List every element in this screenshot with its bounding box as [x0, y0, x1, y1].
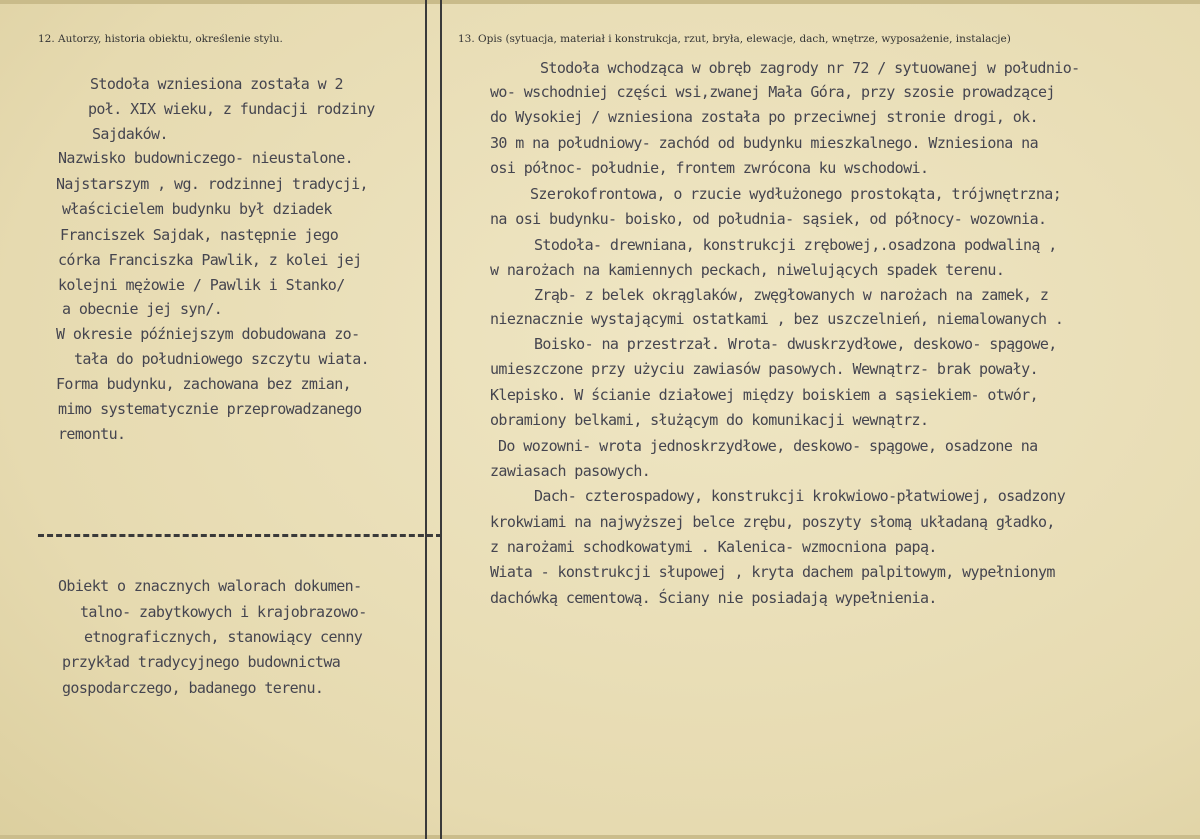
text-line: Dach- czterospadowy, konstrukcji krokwiowo-płatwiowej, osadzony: [534, 487, 1066, 505]
text-line: talno- zabytkowych i krajobrazowo-: [80, 603, 367, 621]
text-line: krokwiami na najwyższej belce zrębu, poszyty słomą układaną gładko,: [490, 513, 1055, 531]
text-line: Franciszek Sajdak, następnie jego: [60, 226, 339, 244]
text-line: zawiasach pasowych.: [490, 462, 651, 480]
text-line: kolejni mężowie / Pawlik i Stanko/: [58, 276, 345, 294]
text-line: przykład tradycyjnego budownictwa: [62, 653, 341, 671]
section-12-header: 12. Autorzy, historia obiektu, określenie stylu.: [38, 33, 283, 45]
text-line: Do wozowni- wrota jednoskrzydłowe, deskowo- spągowe, osadzone na: [498, 437, 1038, 455]
text-line: Stodoła wzniesiona została w 2: [90, 75, 343, 93]
text-line: Wiata - konstrukcji słupowej , kryta dachem palpitowym, wypełnionym: [490, 563, 1055, 581]
page-bottom-edge: [0, 835, 1200, 839]
text-line: Zrąb- z belek okrąglaków, zwęgłowanych w narożach na zamek, z: [534, 286, 1049, 304]
text-line: poł. XIX wieku, z fundacji rodziny: [88, 100, 375, 118]
text-line: Szerokofrontowa, o rzucie wydłużonego prostokąta, trójwnętrzna;: [530, 185, 1062, 203]
text-line: mimo systematycznie przeprowadzanego: [58, 400, 362, 418]
text-line: w narożach na kamiennych peckach, niwelujących spadek terenu.: [490, 261, 1005, 279]
text-line: dachówką cementową. Ściany nie posiadają wypełnienia.: [490, 589, 937, 607]
section-divider-dashed: [38, 534, 442, 537]
text-line: W okresie późniejszym dobudowana zo-: [56, 325, 360, 343]
text-line: Klepisko. W ścianie działowej między boiskiem a sąsiekiem- otwór,: [490, 386, 1039, 404]
text-line: umieszczone przy użyciu zawiasów pasowych. Wewnątrz- brak powały.: [490, 360, 1039, 378]
text-line: wo- wschodniej części wsi,zwanej Mała Góra, przy szosie prowadzącej: [490, 83, 1055, 101]
text-line: Nazwisko budowniczego- nieustalone.: [58, 149, 354, 167]
text-line: z narożami schodkowatymi . Kalenica- wzmocniona papą.: [490, 538, 937, 556]
text-line: etnograficznych, stanowiący cenny: [84, 628, 363, 646]
text-line: tała do południowego szczytu wiata.: [74, 350, 370, 368]
text-line: córka Franciszka Pawlik, z kolei jej: [58, 251, 362, 269]
column-divider-left: [425, 0, 427, 839]
text-line: Stodoła- drewniana, konstrukcji zrębowej,.osadzona podwaliną ,: [534, 236, 1057, 254]
text-line: Najstarszym , wg. rodzinnej tradycji,: [56, 175, 368, 193]
text-line: Boisko- na przestrzał. Wrota- dwuskrzydłowe, deskowo- spągowe,: [534, 335, 1057, 353]
text-line: na osi budynku- boisko, od południa- sąsiek, od północy- wozownia.: [490, 210, 1047, 228]
section-13-header: 13. Opis (sytuacja, materiał i konstrukcja, rzut, bryła, elewacje, dach, wnętrze, wyposażenie, instalacje): [458, 33, 1011, 45]
text-line: do Wysokiej / wzniesiona została po przeciwnej stronie drogi, ok.: [490, 108, 1039, 126]
text-line: właścicielem budynku był dziadek: [62, 200, 332, 218]
text-line: Obiekt o znacznych walorach dokumen-: [58, 577, 362, 595]
text-line: nieznacznie wystającymi ostatkami , bez uszczelnień, niemalowanych .: [490, 310, 1064, 328]
text-line: gospodarczego, badanego terenu.: [62, 679, 324, 697]
column-divider-right: [440, 0, 442, 839]
text-line: 30 m na południowy- zachód od budynku mieszkalnego. Wzniesiona na: [490, 134, 1039, 152]
page-top-edge: [0, 0, 1200, 4]
text-line: Forma budynku, zachowana bez zmian,: [56, 375, 352, 393]
text-line: Sajdaków.: [92, 125, 168, 143]
text-line: osi północ- południe, frontem zwrócona ku wschodowi.: [490, 159, 929, 177]
text-line: Stodoła wchodząca w obręb zagrody nr 72 / sytuowanej w południo-: [540, 59, 1080, 77]
text-line: obramiony belkami, służącym do komunikacji wewnątrz.: [490, 411, 929, 429]
text-line: a obecnie jej syn/.: [62, 300, 223, 318]
text-line: remontu.: [58, 425, 126, 443]
